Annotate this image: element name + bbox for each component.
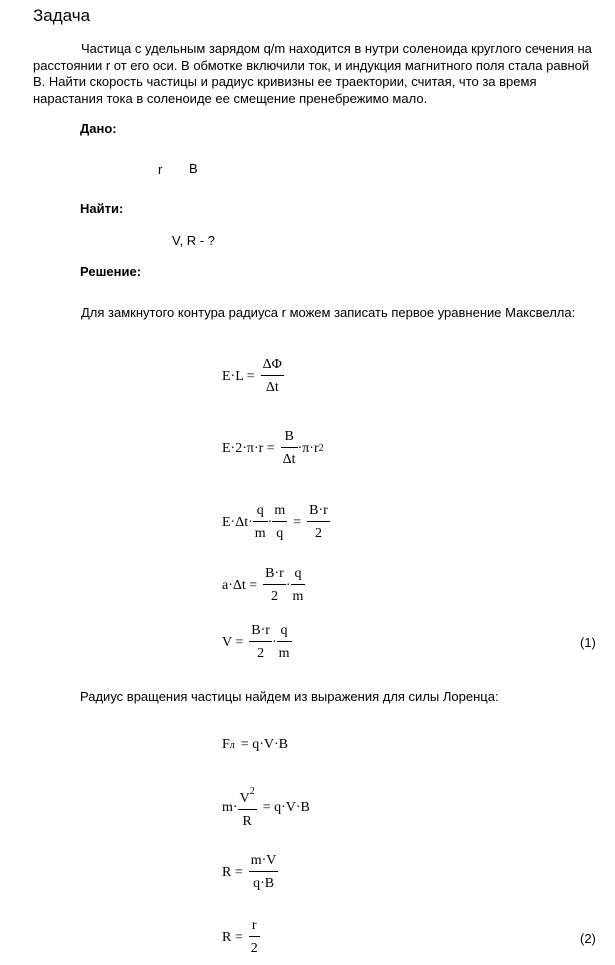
eq2-lhs: E·2·π·r = — [222, 440, 275, 456]
equation-5 — [222, 623, 292, 662]
eq5-d2: m — [277, 641, 292, 662]
equation-6 — [222, 737, 288, 753]
eq3-d1: m — [253, 521, 268, 542]
eq1-num: ΔΦ — [262, 357, 282, 372]
eq1-den: Δt — [261, 375, 284, 396]
eq3-n2: m — [274, 503, 286, 518]
eq7-lhs: m· — [222, 800, 238, 815]
eq8-fraction — [249, 853, 279, 892]
equation-1-number: (1) — [580, 635, 596, 650]
given-var-b: B — [189, 161, 198, 176]
eq9-fraction — [249, 918, 260, 957]
eq7-num-text: V — [239, 791, 250, 806]
equation-1 — [222, 357, 284, 396]
given-heading: Дано: — [80, 121, 117, 136]
eq9-lhs: R = — [222, 929, 243, 945]
eq7-num — [238, 786, 257, 809]
eq7-fraction — [238, 786, 257, 830]
eq5-mid: · — [271, 634, 277, 650]
equation-2-number: (2) — [580, 931, 596, 946]
lorentz-intro: Радиус вращения частицы найдем из выражения для силы Лоренца: — [80, 689, 499, 704]
eq3-lhs: E·Δt· — [222, 514, 253, 530]
eq4-d2: m — [291, 584, 306, 605]
find-text: V, R - ? — [172, 233, 215, 248]
equation-3 — [222, 503, 330, 542]
eq4-n1: B·r — [265, 566, 284, 581]
eq7-rhs: = q·V·B — [262, 800, 310, 815]
eq3-n3: B·r — [309, 503, 328, 518]
eq3-n1: q — [256, 503, 264, 518]
given-var-r: r — [158, 162, 163, 177]
eq6-sub: л — [229, 739, 235, 751]
eq5-n1: B·r — [251, 623, 270, 638]
eq5-fraction-2 — [277, 623, 292, 662]
solution-intro-text: Для замкнутого контура радиуса r можем записать первое уравнение Максвелла: — [81, 305, 576, 320]
eq8-num: m·V — [250, 853, 277, 868]
eq4-fraction-1 — [263, 566, 286, 605]
eq2-den: Δt — [281, 447, 298, 468]
eq3-fraction-1 — [253, 503, 268, 542]
eq3-fraction-3 — [307, 503, 330, 542]
solution-intro — [33, 305, 601, 322]
eq3-mid: · — [267, 514, 273, 530]
eq9-den: 2 — [249, 936, 260, 957]
eq6-lhs: F — [222, 737, 230, 752]
eq5-fraction-1 — [249, 623, 272, 662]
equation-7 — [222, 786, 310, 830]
eq2-num: B — [284, 429, 294, 444]
problem-statement-text: Частица с удельным зарядом q/m находится в нутри соленоида круглого сечения на расстоянии r от его оси. В обмотке включили ток, и индукция магнитного поля стала равной B. Найти скорость частицы и радиус кривизны ее траектории, считая, что за время нарастания тока в соленоиде ее смещение пренебрежимо мало. — [33, 41, 592, 106]
eq4-fraction-2 — [291, 566, 306, 605]
problem-statement — [33, 41, 601, 107]
eq3-eq: = — [293, 514, 302, 530]
eq5-n2: q — [280, 623, 288, 638]
eq4-n2: q — [294, 566, 302, 581]
find-heading: Найти: — [80, 201, 124, 216]
eq2-fraction — [281, 429, 298, 468]
eq3-d3: 2 — [307, 521, 330, 542]
solution-heading: Решение: — [80, 264, 142, 279]
eq5-d1: 2 — [249, 641, 272, 662]
eq3-fraction-2 — [272, 503, 287, 542]
eq8-lhs: R = — [222, 864, 243, 880]
eq4-mid: · — [285, 577, 291, 593]
eq7-den: R — [238, 809, 257, 830]
equation-8 — [222, 853, 278, 892]
equation-2 — [222, 429, 324, 468]
eq2-tail: ·π·r — [297, 440, 319, 456]
eq1-fraction — [261, 357, 284, 396]
eq7-sup: 2 — [249, 786, 255, 797]
equation-9 — [222, 918, 260, 957]
eq4-lhs: a·Δt = — [222, 577, 258, 593]
eq5-lhs: V = — [222, 634, 244, 650]
eq6-rhs: = q·V·B — [240, 737, 288, 752]
equation-4 — [222, 566, 305, 605]
eq2-sup: 2 — [318, 443, 324, 454]
page-title: Задача — [33, 6, 91, 25]
eq4-d1: 2 — [263, 584, 286, 605]
eq8-den: q·B — [249, 871, 279, 892]
eq3-d2: q — [272, 521, 287, 542]
eq9-num: r — [251, 918, 257, 933]
eq1-lhs: E·L = — [222, 368, 255, 384]
